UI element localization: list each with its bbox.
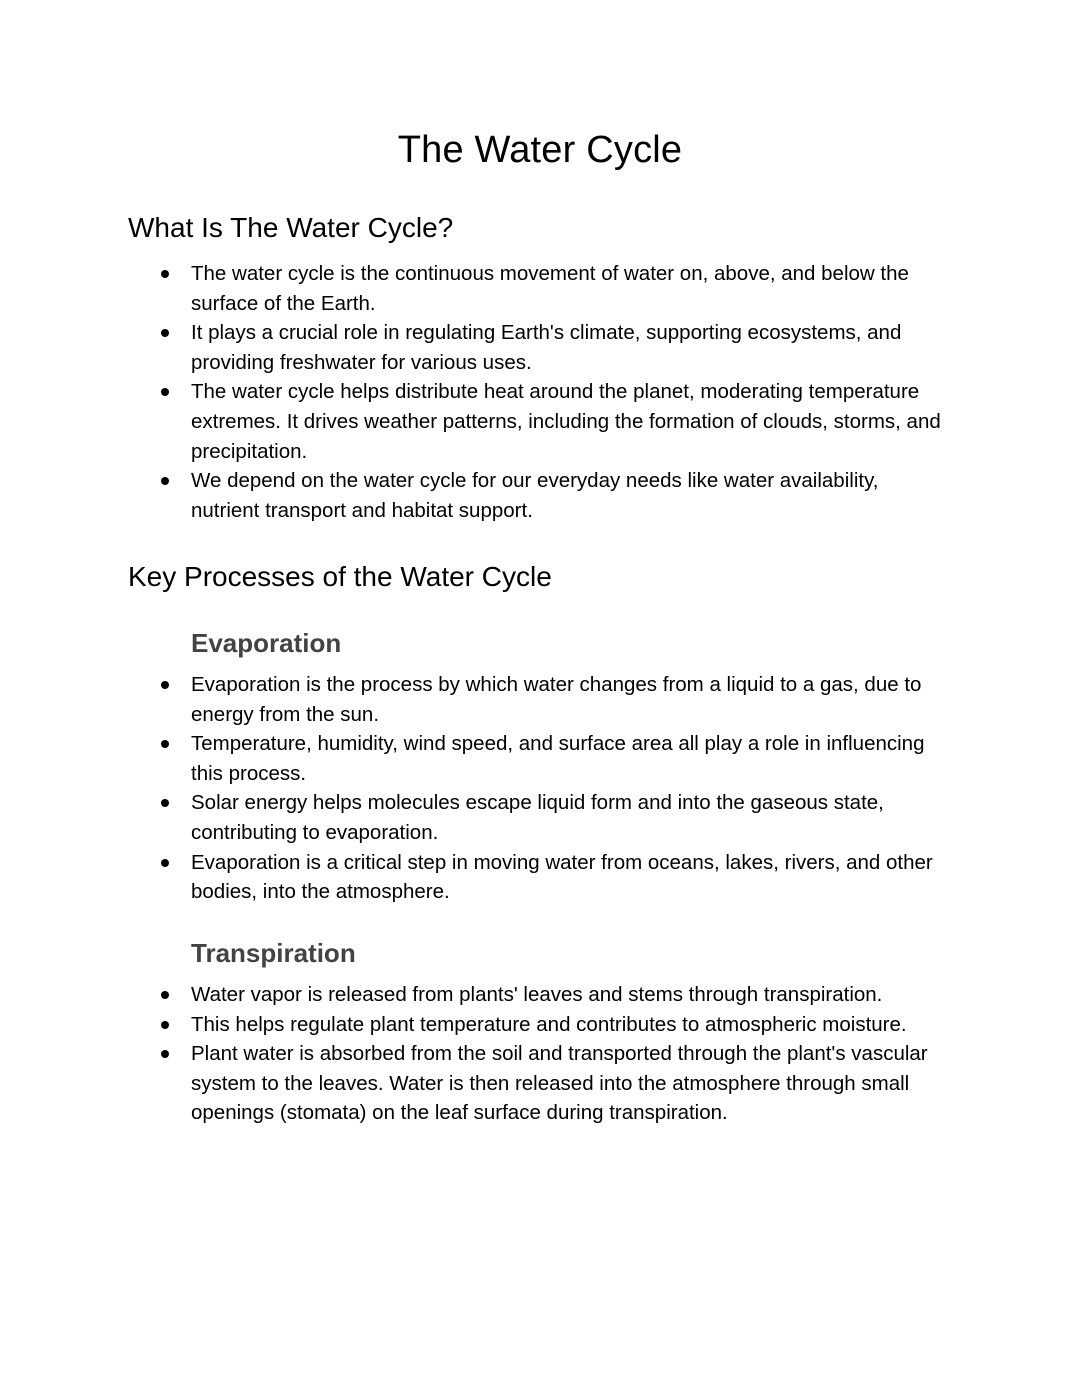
evaporation-bullet-list <box>128 670 948 907</box>
list-item: Temperature, humidity, wind speed, and surface area all play a role in influencing this process. <box>128 729 948 788</box>
list-item: We depend on the water cycle for our everyday needs like water availability, nutrient transport and habitat support. <box>128 466 948 525</box>
list-item: Water vapor is released from plants' leaves and stems through transpiration. <box>128 980 948 1010</box>
bullet-icon <box>161 859 169 867</box>
list-item: This helps regulate plant temperature and contributes to atmospheric moisture. <box>128 1010 948 1040</box>
list-item: Plant water is absorbed from the soil and transported through the plant's vascular system to the leaves. Water is then released into the atmosphere through small openings (stomata) on the leaf surface during transpiration. <box>128 1039 948 1128</box>
bullet-icon <box>161 1050 169 1058</box>
list-item: It plays a crucial role in regulating Earth's climate, supporting ecosystems, and providing freshwater for various uses. <box>128 318 948 377</box>
bullet-icon <box>161 1021 169 1029</box>
bullet-icon <box>161 388 169 396</box>
document-title: The Water Cycle <box>397 129 683 171</box>
section-heading-key-processes: Key Processes of the Water Cycle <box>128 561 552 592</box>
bullet-icon <box>161 270 169 278</box>
subsection-heading-evaporation: Evaporation <box>191 628 342 658</box>
list-item: Evaporation is the process by which water changes from a liquid to a gas, due to energy from the sun. <box>128 670 948 729</box>
bullet-icon <box>161 799 169 807</box>
bullet-icon <box>161 991 169 999</box>
list-item: The water cycle is the continuous movement of water on, above, and below the surface of the Earth. <box>128 259 948 318</box>
what-is-bullet-list <box>128 259 948 525</box>
list-item: The water cycle helps distribute heat around the planet, moderating temperature extremes. It drives weather patterns, including the formation of clouds, storms, and precipitation. <box>128 377 948 466</box>
bullet-icon <box>161 740 169 748</box>
list-item: Solar energy helps molecules escape liquid form and into the gaseous state, contributing to evaporation. <box>128 788 948 847</box>
bullet-icon <box>161 681 169 689</box>
list-item: Evaporation is a critical step in moving water from oceans, lakes, rivers, and other bodies, into the atmosphere. <box>128 848 948 907</box>
subsection-heading-transpiration: Transpiration <box>191 938 356 968</box>
section-heading-what-is: What Is The Water Cycle? <box>128 212 454 243</box>
transpiration-bullet-list <box>128 980 948 1128</box>
bullet-icon <box>161 477 169 485</box>
bullet-icon <box>161 329 169 337</box>
